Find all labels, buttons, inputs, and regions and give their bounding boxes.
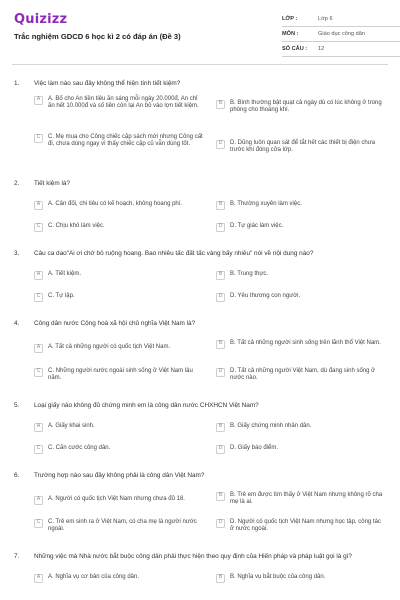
meta-key: MÔN :: [282, 31, 299, 37]
option-text: C. Căn cước công dân.: [48, 445, 111, 451]
option-text: A. Tất cả những người có quốc tịch Việt Nam.: [48, 344, 171, 350]
option-text: B. Trung thực.: [230, 271, 269, 277]
option-letter-badge: A: [34, 496, 43, 505]
option-letter-badge: A: [34, 271, 43, 280]
option-text: D. Tất cả những người Việt Nam, dù đang sinh sống ở nước nào.: [230, 368, 376, 382]
option-letter-badge: A: [34, 96, 43, 105]
question-text: Công dân nước Cộng hoà xã hội chủ nghĩa Việt Nam là?: [34, 320, 196, 327]
option-b[interactable]: [216, 271, 386, 280]
option-letter-badge: C: [34, 293, 43, 302]
question-text: Những việc mà Nhà nước bắt buộc công dân phải thực hiện theo quy định của Hiến pháp và pháp luật gọi là gì?: [34, 553, 352, 560]
option-letter-badge: C: [34, 368, 43, 377]
option-letter-badge: D: [216, 140, 225, 149]
question-number: 7.: [14, 553, 20, 560]
page-title: Trắc nghiệm GDCD 6 học kì 2 có đáp án (Đề 3): [14, 32, 181, 41]
option-text: C. Tự lập.: [48, 293, 75, 299]
option-text: A. Cân đối, chi tiêu có kế hoạch, không hoang phí.: [48, 201, 183, 207]
option-text: D. Tự giác làm việc.: [230, 223, 284, 229]
option-text: A. Nghĩa vụ cơ bản của công dân.: [48, 574, 139, 580]
option-d[interactable]: [216, 368, 386, 383]
option-text: D. Người có quốc tịch Việt Nam nhưng học tập, công tác ở nước ngoài.: [230, 519, 381, 533]
option-text: A. Người có quốc tịch Việt Nam nhưng chưa đủ 18.: [48, 496, 185, 502]
option-letter-badge: B: [216, 271, 225, 280]
option-d[interactable]: [216, 223, 386, 232]
question-number: 4.: [14, 320, 20, 327]
option-b[interactable]: [216, 574, 386, 583]
option-letter-badge: C: [34, 223, 43, 232]
option-a[interactable]: [34, 574, 204, 583]
question-text: Câu ca dao"Ai ơi chớ bỏ ruộng hoang. Bao nhiêu tấc đất tấc vàng bấy nhiêu" nói về nội dung nào?: [34, 250, 314, 257]
option-b[interactable]: [216, 340, 386, 349]
option-text: C. Những người nước ngoài sinh sống ở Việt Nam lâu năm.: [48, 368, 193, 382]
option-a[interactable]: [34, 271, 204, 280]
option-letter-badge: B: [216, 574, 225, 583]
option-letter-badge: A: [34, 344, 43, 353]
question-text: Loại giấy nào không đủ chứng minh em là công dân nước CHXHCN Việt Nam?: [34, 402, 259, 409]
option-c[interactable]: [34, 293, 204, 302]
option-text: C. Mẹ mua cho Công chiếc cặp sách mới nhưng Công cất đi, chưa dùng ngay vì thấy chiếc cặp cũ vẫn dùng tốt.: [48, 134, 203, 148]
option-letter-badge: C: [34, 134, 43, 143]
option-text: B. Trẻ em được tìm thấy ở Việt Nam nhưng không rõ cha mẹ là ai.: [230, 492, 383, 506]
meta-table: [282, 12, 400, 57]
option-letter-badge: D: [216, 223, 225, 232]
option-c[interactable]: [34, 519, 204, 534]
question-number: 1.: [14, 80, 20, 87]
option-text: B. Thường xuyên làm việc.: [230, 201, 302, 207]
meta-value: Giáo dục công dân: [318, 31, 365, 37]
option-a[interactable]: [34, 423, 204, 432]
option-text: B. Tất cả những người sinh sống trên lãnh thổ Việt Nam.: [230, 340, 381, 346]
divider: [12, 64, 388, 65]
meta-row-subject: [282, 27, 400, 42]
option-text: D. Giấy báo điểm.: [230, 445, 279, 451]
option-b[interactable]: [216, 100, 386, 115]
option-b[interactable]: [216, 423, 386, 432]
option-letter-badge: A: [34, 201, 43, 210]
option-a[interactable]: [34, 344, 204, 353]
option-letter-badge: B: [216, 423, 225, 432]
option-text: C. Chịu khó làm việc.: [48, 223, 105, 229]
option-a[interactable]: [34, 201, 204, 210]
option-c[interactable]: [34, 445, 204, 454]
option-d[interactable]: [216, 293, 386, 302]
question-text: Việc làm nào sau đây không thể hiện tính tiết kiệm?: [34, 80, 181, 87]
option-a[interactable]: [34, 96, 204, 111]
option-d[interactable]: [216, 445, 386, 454]
option-b[interactable]: [216, 201, 386, 210]
meta-row-grade: [282, 12, 400, 27]
option-letter-badge: A: [34, 574, 43, 583]
option-letter-badge: D: [216, 519, 225, 528]
option-text: B. Bình thường bật quạt cả ngày dù có lúc không ở trong phòng cho thoáng khí.: [230, 100, 382, 114]
option-letter-badge: D: [216, 445, 225, 454]
option-letter-badge: A: [34, 423, 43, 432]
question-number: 3.: [14, 250, 20, 257]
option-text: D. Dũng luôn quan sát để tắt hết các thiết bị điện chưa trước khi đóng cửa lớp.: [230, 140, 376, 154]
option-letter-badge: B: [216, 340, 225, 349]
header: [12, 10, 388, 58]
option-text: A. Bố cho An tiền tiêu ăn sáng mỗi ngày 20.000đ, An chỉ ăn hết 10.000đ và số tiền còn lại An bỏ vào lợn tiết kiệm.: [48, 96, 199, 110]
meta-value: Lớp 6: [318, 16, 333, 22]
option-text: C. Trẻ em sinh ra ở Việt Nam, có cha mẹ là người nước ngoài.: [48, 519, 197, 533]
option-letter-badge: B: [216, 492, 225, 501]
meta-key: SỐ CÂU :: [282, 46, 308, 52]
meta-value: 12: [318, 46, 325, 52]
meta-key: LỚP :: [282, 16, 298, 22]
option-letter-badge: C: [34, 445, 43, 454]
option-text: B. Giấy chứng minh nhân dân.: [230, 423, 312, 429]
question-text: Tiết kiệm là?: [34, 180, 70, 187]
quizizz-logo: Quizizz: [14, 12, 68, 27]
option-letter-badge: C: [34, 519, 43, 528]
option-text: A. Giấy khai sinh.: [48, 423, 95, 429]
option-text: A. Tiết kiệm.: [48, 271, 82, 277]
option-text: B. Nghĩa vụ bắt buộc của công dân.: [230, 574, 326, 580]
option-c[interactable]: [34, 134, 204, 149]
option-text: D. Yêu thương con người.: [230, 293, 301, 299]
question-text: Trường hợp nào sau đây không phải là công dân Việt Nam?: [34, 472, 205, 479]
question-number: 2.: [14, 180, 20, 187]
question-number: 6.: [14, 472, 20, 479]
option-d[interactable]: [216, 140, 386, 155]
meta-row-count: [282, 42, 400, 57]
option-letter-badge: B: [216, 201, 225, 210]
option-letter-badge: B: [216, 100, 225, 109]
option-b[interactable]: [216, 492, 386, 507]
option-letter-badge: D: [216, 293, 225, 302]
option-a[interactable]: [34, 496, 204, 505]
option-letter-badge: D: [216, 368, 225, 377]
option-d[interactable]: [216, 519, 386, 534]
option-c[interactable]: [34, 368, 204, 383]
option-c[interactable]: [34, 223, 204, 232]
question-number: 5.: [14, 402, 20, 409]
